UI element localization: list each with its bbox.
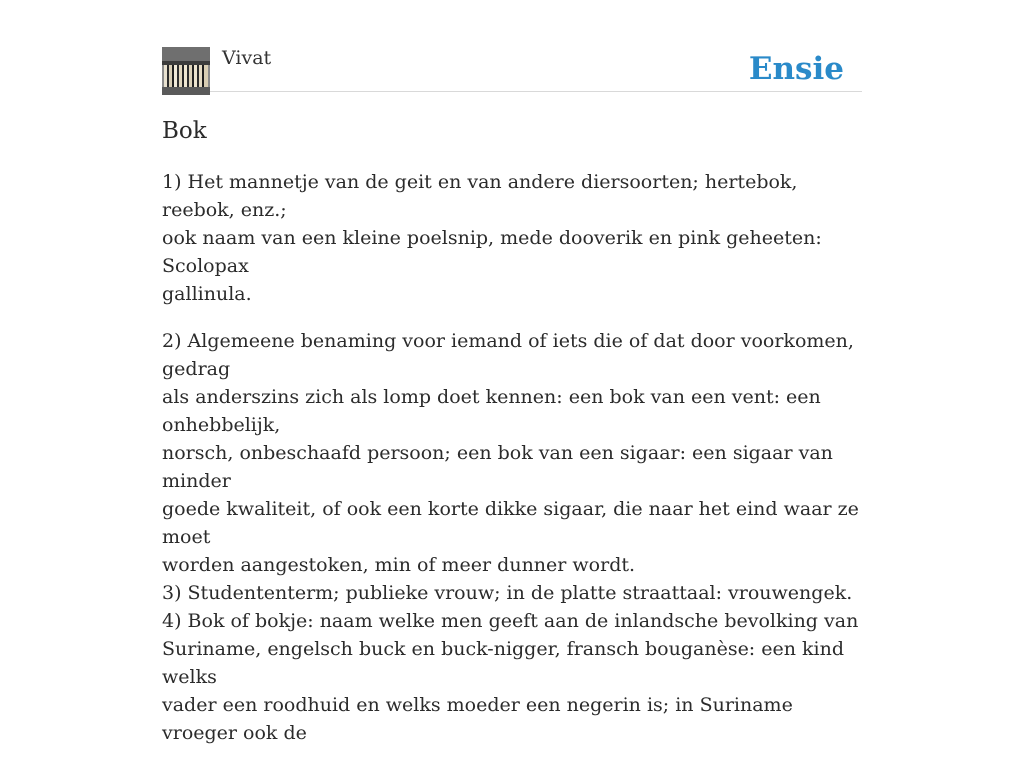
dictionary-entry-page <box>162 0 862 744</box>
brand-logo-link[interactable]: Ensie <box>748 51 844 87</box>
entry-title: Bok <box>162 118 207 144</box>
books-avatar-icon[interactable] <box>162 47 210 95</box>
author-name[interactable]: Vivat <box>222 47 272 69</box>
definition-paragraph-1: 1) Het mannetje van de geit en van andere diersoorten; hertebok, reebok, enz.; ook naam van een kleine poelsnip, mede dooverik en pink geheeten: Scolopax gallinula. <box>162 171 822 305</box>
entry-header <box>162 46 862 92</box>
entry-definition <box>162 168 862 766</box>
definition-paragraph-2: 2) Algemeene benaming voor iemand of iets die of dat door voorkomen, gedrag als anderszins zich als lomp doet kennen: een bok van een vent: een onhebbelijk, norsch, onbeschaafd persoon; een bok van een sigaar: een sigaar van minder goede kwaliteit, of ook een korte dikke sigaar, die naar het eind waar ze moet worden aangestoken, min of meer dunner wordt. 3) Studententerm; publieke vrouw; in de platte straattaal: vrouwengek. 4) Bok of bokje: naam welke men geeft aan de inlandsche bevolking van Suriname, engelsch buck en buck-nigger, fransch bouganèse: een kind welks vader een roodhuid en welks moeder een negerin is; in Suriname vroeger ook de <box>162 330 859 744</box>
